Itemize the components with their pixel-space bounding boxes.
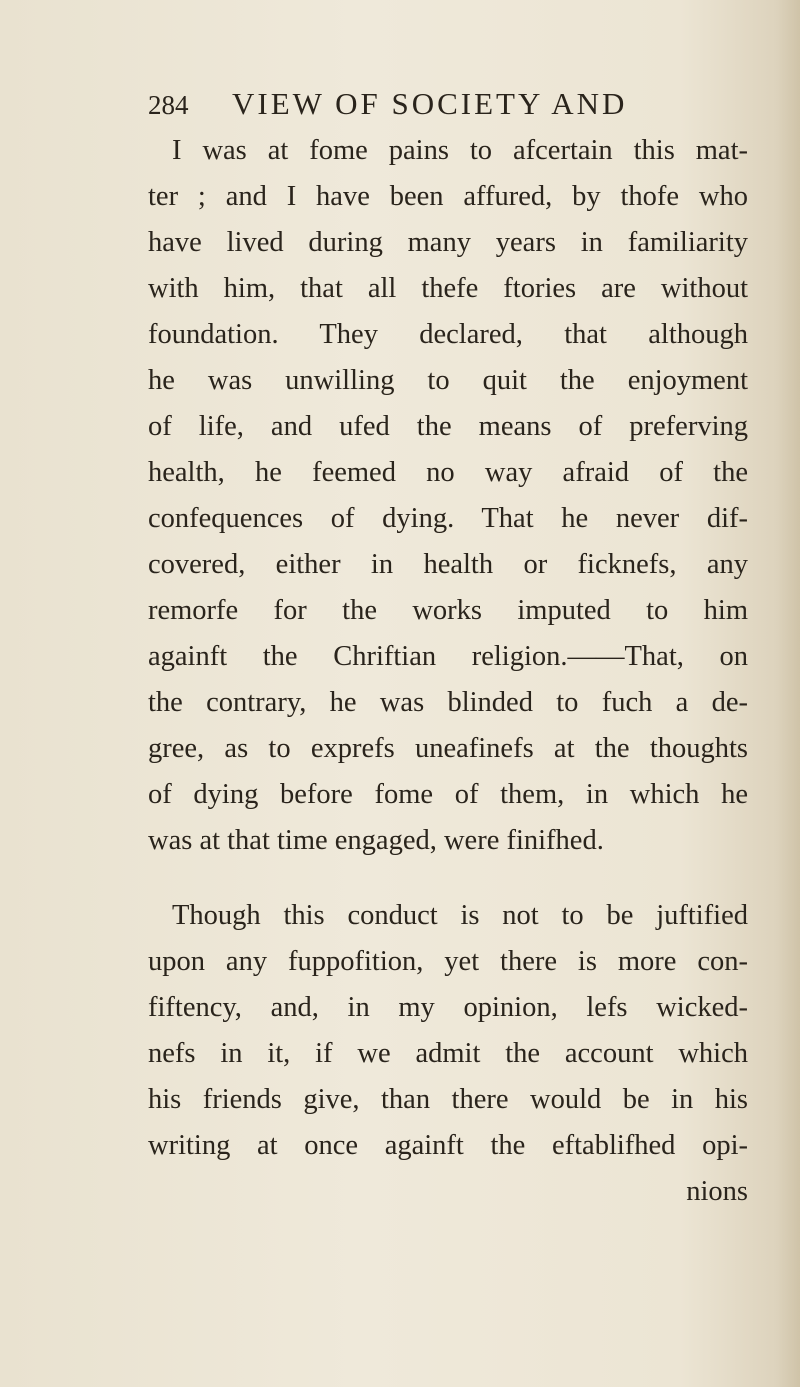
text-line: his friends give, than there would be in his xyxy=(148,1084,748,1115)
text-line: of life, and ufed the means of preferving xyxy=(148,411,748,442)
text-line: I was at fome pains to afcertain this mat- xyxy=(172,135,748,166)
text-line: fiftency, and, in my opinion, lefs wicked- xyxy=(148,992,748,1023)
text-line: ter ; and I have been affured, by thofe who xyxy=(148,181,748,212)
text-line: nefs in it, if we admit the account which xyxy=(148,1038,748,1069)
text-line: health, he feemed no way afraid of the xyxy=(148,457,748,488)
text-line: of dying before fome of them, in which he xyxy=(148,779,748,810)
text-line: remorfe for the works imputed to him xyxy=(148,595,748,626)
text-line: the contrary, he was blinded to fuch a de- xyxy=(148,687,748,718)
text-line: foundation. They declared, that although xyxy=(148,319,748,350)
running-head xyxy=(148,86,708,126)
text-line: covered, either in health or ficknefs, any xyxy=(148,549,748,580)
text-line: againft the Chriftian religion.——That, on xyxy=(148,641,748,672)
text-line: gree, as to exprefs uneafinefs at the thoughts xyxy=(148,733,748,764)
page-number: 284 xyxy=(148,90,189,120)
text-line: was at that time engaged, were finifhed. xyxy=(148,825,604,856)
text-line: writing at once againft the eftablifhed opi- xyxy=(148,1130,748,1161)
running-head-title: VIEW OF SOCIETY AND xyxy=(232,86,628,121)
text-line: with him, that all thefe ftories are without xyxy=(148,273,748,304)
text-line: Though this conduct is not to be juftified xyxy=(172,900,748,931)
text-line: upon any fuppofition, yet there is more con- xyxy=(148,946,748,977)
text-line: have lived during many years in familiarity xyxy=(148,227,748,258)
text-line: he was unwilling to quit the enjoyment xyxy=(148,365,748,396)
catchword: nions xyxy=(686,1176,748,1207)
text-line: confequences of dying. That he never dif- xyxy=(148,503,748,534)
